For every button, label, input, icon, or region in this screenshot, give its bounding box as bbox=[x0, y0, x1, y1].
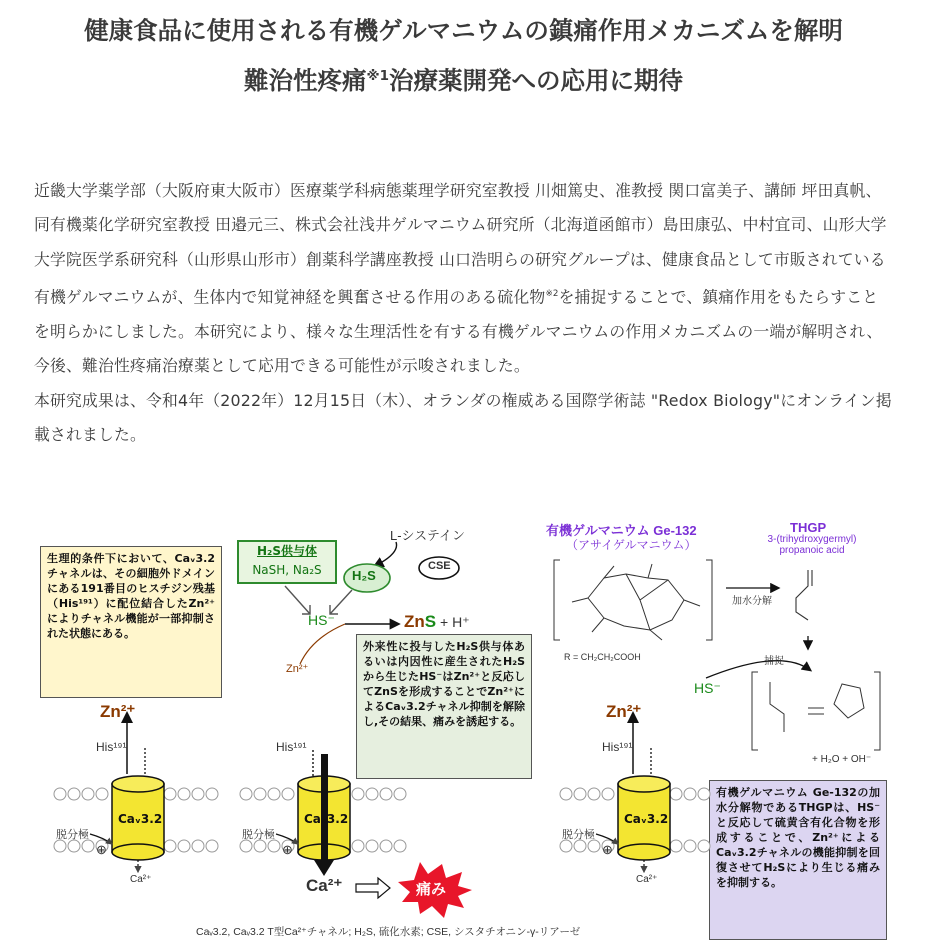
channel-label-3: Caᵥ3.2 bbox=[624, 812, 669, 826]
ca2-small-3: Ca²⁺ bbox=[636, 874, 658, 885]
note-physiological: 生理的条件下において、Caᵥ3.2チャネルは、その細胞外ドメインにある191番目のヒスチジン残基（His¹⁹¹）に配位結合したZn²⁺によりチャネル機能が一部抑制された状態にある。 bbox=[40, 546, 222, 698]
his191-1: His¹⁹¹ bbox=[96, 740, 127, 754]
mechanism-figure bbox=[0, 508, 927, 948]
ca2-big: Ca²⁺ bbox=[306, 876, 343, 895]
note-thgp-mechanism: 有機ゲルマニウム Ge-132の加水分解物であるTHGPは、HS⁻と反応して硫黄含有化合物を形成することで、Zn²⁺によるCaᵥ3.2チャネルの機能抑制を回復させてH₂Sにより生じる痛みを抑制する。 bbox=[709, 780, 887, 940]
figure-caption: Caᵥ3.2, Caᵥ3.2 T型Ca²⁺チャネル; H₂S, 硫化水素; CSE, シスタチオニン-γ-リアーゼ bbox=[196, 926, 581, 938]
plus-2: ⊕ bbox=[282, 842, 293, 857]
page-subtitle bbox=[0, 62, 927, 97]
hydrolysis-label: 加水分解 bbox=[732, 596, 772, 607]
hs-minus-label: HS⁻ bbox=[308, 612, 335, 628]
article-body bbox=[34, 174, 894, 453]
paragraph-1-b: を捕捉することで、鎮痛作用をもたらすことを明らかにしました。本研究により、様々な生理活性を有する有機ゲルマニウムの作用メカニズムの一端が解明され、今後、難治性疼痛治療薬として応用できる可能性が示唆されました。 bbox=[34, 287, 883, 376]
footnote-ref-2[interactable]: ※2 bbox=[545, 289, 559, 300]
thgp-subtitle: 3-(trihydroxygermyl) propanoic acid bbox=[767, 534, 857, 556]
pain-label: 痛み bbox=[416, 880, 447, 898]
products-label: + H₂O + OH⁻ bbox=[812, 754, 872, 765]
ge132-structure bbox=[554, 560, 712, 640]
h2s-donor-items: NaSH, Na₂S bbox=[252, 563, 322, 577]
paragraph-1-a: 近畿大学薬学部（大阪府東大阪市）医療薬学科病態薬理学研究室教授 川畑篤史、准教授 関口富美子、講師 坪田真帆、同有機薬化学研究室教授 田邉元三、株式会社浅井ゲルマニウム研究所（北海道函館市）島田康弘、中村宜司、山形大学大学院医学系研究科（山形県山形市）創薬科学講座教授 山口浩明らの研究グループは、健康食品として市販されている有機ゲルマニウムが、生体内で知覚神経を興奮させる作用のある硫化物 bbox=[34, 181, 887, 307]
zn2-big-1: Zn²⁺ bbox=[100, 702, 136, 721]
plus-3: ⊕ bbox=[602, 842, 613, 857]
his191-3: His¹⁹¹ bbox=[602, 740, 633, 754]
thgp-title: THGP bbox=[790, 520, 827, 535]
arrow-donor-hs bbox=[285, 586, 310, 614]
subtitle-post: 治療薬開発への応用に期待 bbox=[388, 66, 683, 95]
zns-zn: Zn bbox=[404, 612, 425, 631]
channel-label-1: Caᵥ3.2 bbox=[118, 812, 163, 826]
zns-rest: + H⁺ bbox=[436, 614, 470, 630]
paragraph-2: 本研究成果は、令和4年（2022年）12月15日（木）、オランダの権威ある国際学術誌 "Redox Biology"にオンライン掲載されました。 bbox=[34, 390, 892, 445]
depolarization-3: 脱分極 bbox=[562, 829, 595, 841]
channel-1 bbox=[52, 714, 218, 872]
cse-label: CSE bbox=[428, 560, 451, 572]
zns-s: S bbox=[424, 612, 437, 631]
page-title: 健康食品に使用される有機ゲルマニウムの鎮痛作用メカニズムを解明 bbox=[84, 16, 843, 45]
channel-label-2: Caᵥ3.2 bbox=[304, 812, 349, 826]
h2s-donor-title: H₂S供与体 bbox=[257, 544, 317, 558]
arrow-cysteine bbox=[375, 542, 397, 566]
capture-label: 捕捉 bbox=[764, 656, 784, 667]
zn2-big-3: Zn²⁺ bbox=[606, 702, 642, 721]
footnote-ref-1[interactable]: ※1 bbox=[366, 67, 389, 84]
note-h2s-mechanism: 外来性に投与したH₂S供与体あるいは内因性に産生されたH₂Sから生じたHS⁻はZn²⁺と反応してZnSを形成することでZn²⁺によるCaᵥ3.2チャネル抑制を解除し,その結果、痛みを誘起する。 bbox=[356, 634, 532, 779]
ge132-title: 有機ゲルマニウム Ge-132 bbox=[546, 523, 697, 538]
zn-small-label: Zn²⁺ bbox=[286, 663, 309, 675]
depolarization-1: 脱分極 bbox=[56, 829, 89, 841]
plus-1: ⊕ bbox=[96, 842, 107, 857]
ca2-small-1: Ca²⁺ bbox=[130, 874, 152, 885]
channel-3 bbox=[560, 714, 710, 872]
zns-reaction bbox=[404, 612, 470, 632]
product-structures bbox=[752, 672, 880, 750]
hs-minus-right: HS⁻ bbox=[694, 680, 721, 696]
his191-2: His¹⁹¹ bbox=[276, 740, 307, 754]
curve-zn bbox=[300, 624, 345, 664]
ge132-r-group: R = CH₂CH₂COOH bbox=[564, 652, 641, 662]
arrow-capture bbox=[706, 661, 810, 678]
arrow-h2s-hs bbox=[330, 590, 352, 614]
l-cysteine-label: L-システイン bbox=[390, 528, 465, 543]
paragraph-1 bbox=[34, 174, 894, 384]
ge132-subtitle: （アサイゲルマニウム） bbox=[566, 538, 697, 552]
h2s-label: H₂S bbox=[352, 568, 376, 583]
subtitle-pre: 難治性疼痛 bbox=[244, 66, 367, 95]
thgp-structure bbox=[796, 570, 812, 620]
depolarization-2: 脱分極 bbox=[242, 829, 275, 841]
